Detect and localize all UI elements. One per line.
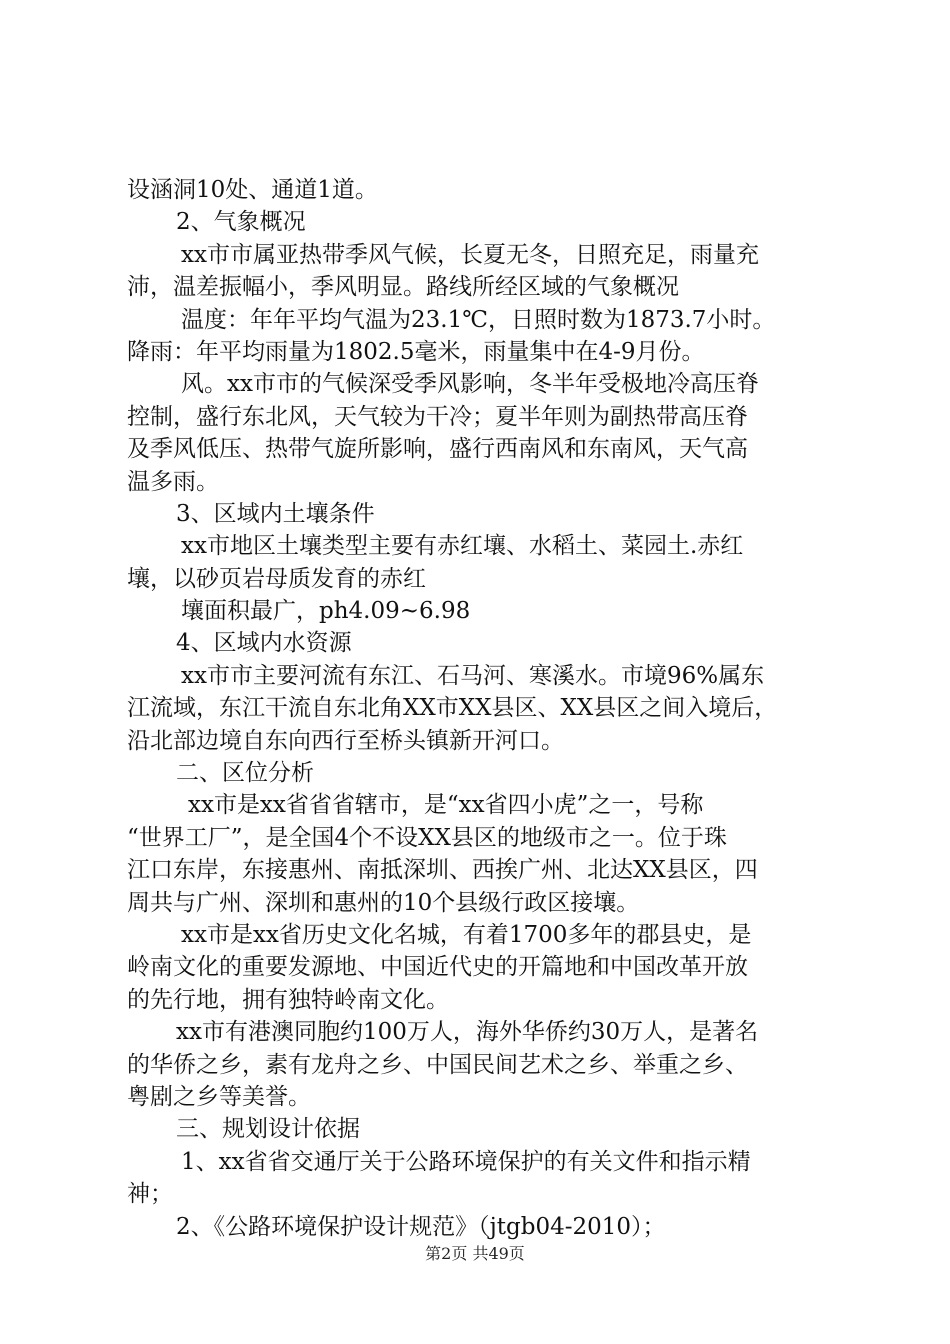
text-line: 控制，盛行东北风，天气较为干冷；夏半年则为副热带高压脊	[127, 403, 748, 430]
text-line: 1、xx省省交通厅关于公路环境保护的有关文件和指示精	[181, 1148, 751, 1175]
text-line: 粤剧之乡等美誉。	[127, 1083, 311, 1110]
text-line: 壤面积最广，ph4.09~6.98	[181, 598, 471, 625]
page-number-footer: 第2页 共49页	[425, 1244, 525, 1263]
text-line: 温度：年年平均气温为23.1℃，日照时数为1873.7小时。	[181, 306, 776, 333]
text-line: xx市市主要河流有东江、石马河、寒溪水。市境96%属东	[181, 662, 765, 689]
text-line: 江口东岸，东接惠州、南抵深圳、西挨广州、北达XX县区，四	[127, 857, 758, 884]
text-line: 周共与广州、深圳和惠州的10个县级行政区接壤。	[127, 889, 640, 916]
section-heading: 3、区域内土壤条件	[176, 500, 375, 527]
text-line: xx市是xx省历史文化名城，有着1700多年的郡县史，是	[181, 921, 752, 948]
text-line: 风。xx市市的气候深受季风影响，冬半年受极地冷高压脊	[181, 371, 759, 398]
text-line: 江流域，东江干流自东北角XX市XX县区、XX县区之间入境后，	[127, 695, 778, 722]
text-line: “世界工厂”，是全国4个不设XX县区的地级市之一。位于珠	[127, 824, 727, 851]
text-line: 设涵洞10处、通道1道。	[127, 177, 378, 203]
section-heading: 2、气象概况	[176, 209, 306, 236]
text-line: xx市是xx省省省辖市，是“xx省四小虎”之一，号称	[188, 792, 704, 819]
text-line: 的华侨之乡，素有龙舟之乡、中国民间艺术之乡、举重之乡、	[127, 1051, 748, 1078]
text-line: xx市有港澳同胞约100万人，海外华侨约30万人，是著名	[176, 1019, 759, 1046]
text-line: 降雨：年平均雨量为1802.5毫米，雨量集中在4-9月份。	[127, 338, 705, 365]
text-line: 沿北部边境自东向西行至桥头镇新开河口。	[127, 727, 564, 754]
text-line: 壤，以砂页岩母质发育的赤红	[127, 565, 426, 592]
text-line: 温多雨。	[127, 468, 219, 495]
text-line: xx市地区土壤类型主要有赤红壤、水稻土、菜园土.赤红	[181, 533, 744, 560]
section-heading: 三、规划设计依据	[176, 1116, 360, 1143]
text-line: 2、《公路环境保护设计规范》（jtgb04-2010）；	[176, 1213, 666, 1240]
text-line: 沛，温差振幅小，季风明显。路线所经区域的气象概况	[127, 274, 679, 301]
text-line: xx市市属亚热带季风气候，长夏无冬，日照充足，雨量充	[181, 241, 759, 268]
section-heading: 二、区位分析	[176, 760, 314, 787]
text-line: 及季风低压、热带气旋所影响，盛行西南风和东南风，天气高	[127, 436, 748, 463]
document-body	[127, 174, 837, 1243]
section-heading: 4、区域内水资源	[176, 630, 352, 657]
text-line: 神；	[127, 1181, 173, 1208]
text-line: 的先行地，拥有独特岭南文化。	[127, 986, 449, 1013]
text-line: 岭南文化的重要发源地、中国近代史的开篇地和中国改革开放	[127, 954, 748, 981]
